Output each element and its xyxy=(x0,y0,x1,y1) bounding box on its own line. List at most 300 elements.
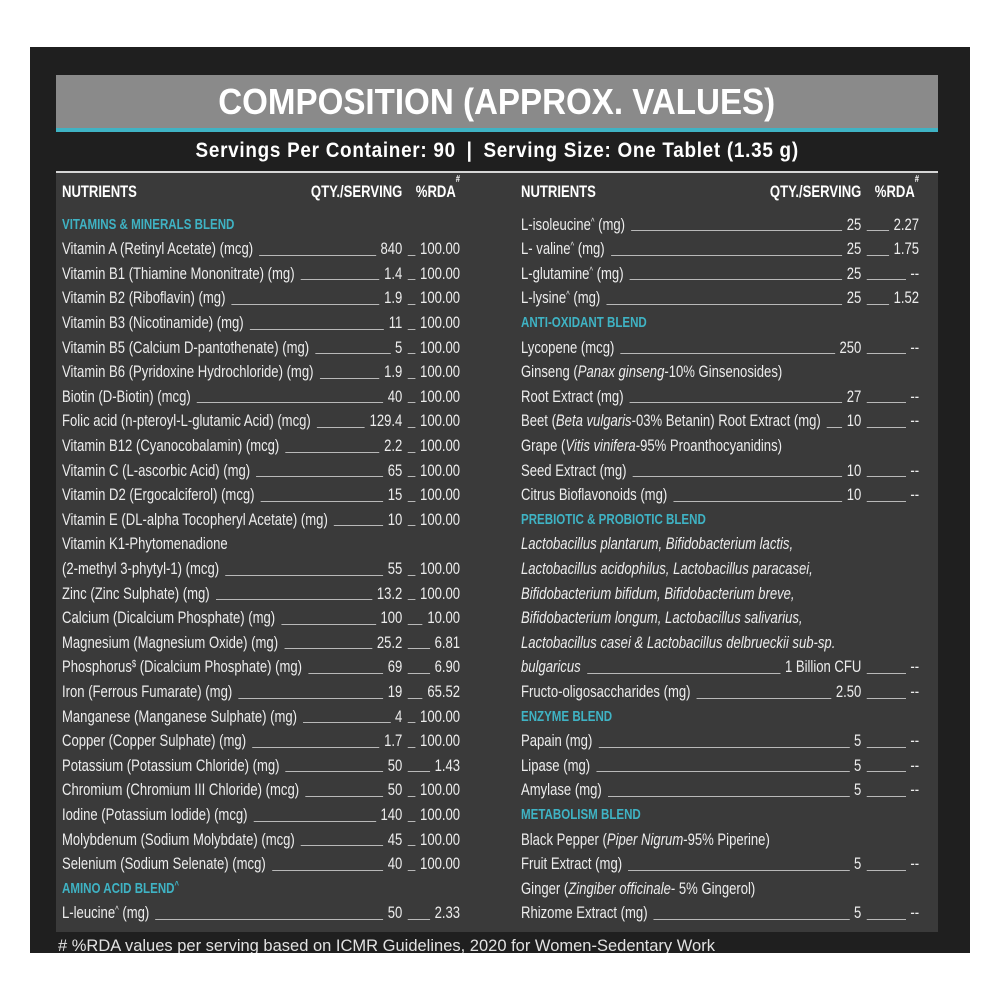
qty-per-serving: 10 xyxy=(846,411,862,431)
leader-line xyxy=(408,648,430,649)
name-text: Manganese (Manganese Sulphate) (mg) xyxy=(62,706,298,726)
leader-line xyxy=(408,722,416,723)
leader-line xyxy=(633,476,843,477)
nutrient-row xyxy=(62,655,460,680)
leader-line xyxy=(308,673,383,674)
rda-value: 100.00 xyxy=(420,804,461,824)
serving-size: Serving Size: One Tablet (1.35 g) xyxy=(483,139,799,162)
nutrient-name xyxy=(521,852,622,877)
leader-line xyxy=(408,845,416,846)
rda-cell xyxy=(402,311,460,336)
rda-cell xyxy=(402,557,460,582)
header-spacer xyxy=(137,180,311,204)
leader-line xyxy=(225,575,383,576)
rda-value: -- xyxy=(910,731,920,751)
leader-line xyxy=(867,230,889,231)
rda-value: 10.00 xyxy=(427,608,461,628)
nutrient-name xyxy=(62,754,280,779)
name-text: Selenium (Sodium Selenate) (mcg) xyxy=(62,854,266,874)
rda-value: 100.00 xyxy=(420,411,461,431)
leader-line xyxy=(408,452,416,453)
header-rda xyxy=(402,174,461,204)
nutrient-row xyxy=(521,557,919,582)
nutrient-row xyxy=(62,459,460,484)
rda-value: 6.90 xyxy=(434,657,461,677)
leader-line xyxy=(867,771,906,772)
leader-line xyxy=(315,353,390,354)
nutrient-name xyxy=(62,336,309,361)
name-text: Potassium (Potassium Chloride) (mg) xyxy=(62,755,280,775)
name-text: (mg) xyxy=(118,903,150,923)
name-text: Lactobacillus acidophilus, Lactobacillus paracasei, xyxy=(521,559,813,578)
leader-line xyxy=(408,821,416,822)
rda-cell xyxy=(402,582,460,607)
nutrient-name xyxy=(521,754,590,779)
qty-per-serving: 15 xyxy=(387,485,403,505)
qty-per-serving: 27 xyxy=(846,386,862,406)
leader-line xyxy=(216,599,372,600)
leader-line xyxy=(155,919,383,920)
rda-value: -- xyxy=(910,386,920,406)
leader-line xyxy=(630,279,842,280)
qty-per-serving: 50 xyxy=(387,903,403,923)
header-rda-marker: # xyxy=(455,174,461,185)
name-text: -03% Betanin) Root Extract (mg) xyxy=(631,411,821,431)
leader-line xyxy=(232,304,380,305)
nutrient-name xyxy=(521,237,605,262)
leader-line xyxy=(408,698,423,699)
rda-value: -- xyxy=(910,657,920,677)
nutrient-name xyxy=(62,459,250,484)
rda-cell xyxy=(861,262,919,287)
qty-per-serving: 140 xyxy=(380,804,403,824)
blend-heading xyxy=(62,877,460,902)
nutrient-row xyxy=(521,655,919,680)
nutrient-row xyxy=(521,729,919,754)
rda-cell xyxy=(861,213,919,238)
name-text: Papain (mg) xyxy=(521,731,593,751)
leader-line xyxy=(408,279,416,280)
name-text: Vitamin B3 (Nicotinamide) (mg) xyxy=(62,313,244,333)
nutrient-name xyxy=(521,213,625,238)
name-text: Phosphorus xyxy=(62,657,132,677)
nutrient-name xyxy=(62,483,255,508)
rda-value: 2.33 xyxy=(434,903,461,923)
name-text: Beet ( xyxy=(521,411,556,431)
superscript-marker: $ xyxy=(131,659,137,671)
nutrient-row xyxy=(62,901,460,926)
nutrient-row xyxy=(62,754,460,779)
name-text: VITAMINS & MINERALS BLEND xyxy=(62,215,235,233)
rda-value: 100.00 xyxy=(420,485,461,505)
rda-value: 1.43 xyxy=(434,755,461,775)
leader-line xyxy=(408,476,416,477)
rda-value: -- xyxy=(910,755,920,775)
leader-line xyxy=(408,378,416,379)
nutrient-row xyxy=(521,631,919,656)
leader-line xyxy=(281,624,376,625)
name-text: Bifidobacterium longum, Lactobacillus salivarius, xyxy=(521,608,803,628)
leader-line xyxy=(408,747,416,748)
header-nutrients: NUTRIENTS xyxy=(62,182,137,201)
header-nutrients: NUTRIENTS xyxy=(521,182,596,201)
leader-line xyxy=(238,698,383,699)
nutrient-name xyxy=(62,901,149,926)
rda-cell xyxy=(402,237,460,262)
name-text: Vitamin C (L-ascorbic Acid) (mg) xyxy=(62,460,251,480)
blend-heading xyxy=(521,803,919,828)
blend-heading xyxy=(521,705,919,730)
nutrient-name xyxy=(62,582,210,607)
qty-per-serving: 1.4 xyxy=(384,263,403,283)
name-text: Iodine (Potassium Iodide) (mcg) xyxy=(62,804,248,824)
leader-line xyxy=(334,525,383,526)
nutrient-row xyxy=(62,729,460,754)
rda-cell xyxy=(402,754,460,779)
rda-value: 100.00 xyxy=(420,313,461,333)
leader-line xyxy=(408,796,416,797)
rda-cell xyxy=(861,680,919,705)
blend-heading xyxy=(521,311,919,336)
nutrient-name xyxy=(521,286,600,311)
servings-per-container: Servings Per Container: 90 xyxy=(195,139,456,162)
name-text: Panax ginseng xyxy=(577,362,665,382)
name-text: L-lysine xyxy=(521,288,567,308)
nutrient-row xyxy=(62,336,460,361)
rda-cell xyxy=(402,655,460,680)
rda-value: 100.00 xyxy=(420,386,461,406)
qty-per-serving: 250 xyxy=(839,337,862,357)
rda-cell xyxy=(861,778,919,803)
name-text: ENZYME BLEND xyxy=(521,707,613,725)
qty-per-serving: 11 xyxy=(388,313,403,333)
superscript-marker: ^ xyxy=(566,290,570,302)
name-text: AMINO ACID BLEND xyxy=(62,879,175,897)
leader-line xyxy=(408,501,416,502)
blend-title xyxy=(62,213,234,238)
qty-per-serving: 5 xyxy=(854,755,862,775)
leader-line xyxy=(867,427,906,428)
leader-line xyxy=(317,427,365,428)
name-text: Vitamin B5 (Calcium D-pantothenate) (mg) xyxy=(62,337,310,357)
leader-line xyxy=(301,845,383,846)
qty-per-serving: 2.2 xyxy=(384,436,403,456)
nutrient-row xyxy=(521,385,919,410)
rda-cell xyxy=(402,286,460,311)
name-text: Chromium (Chromium III Chloride) (mcg) xyxy=(62,780,300,800)
nutrient-name xyxy=(521,360,782,385)
nutrient-row xyxy=(521,262,919,287)
name-text: Vitamin D2 (Ergocalciferol) (mcg) xyxy=(62,485,255,505)
leader-line xyxy=(408,870,416,871)
rda-value: -- xyxy=(910,263,920,283)
leader-line xyxy=(197,402,383,403)
name-text: Fructo-oligosaccharides (mg) xyxy=(521,681,691,701)
name-text: Biotin (D-Biotin) (mcg) xyxy=(62,386,191,406)
nutrient-row xyxy=(62,483,460,508)
leader-line xyxy=(320,378,380,379)
rda-cell xyxy=(861,852,919,877)
leader-line xyxy=(408,329,416,330)
nutrient-name xyxy=(62,705,297,730)
qty-per-serving: 1.9 xyxy=(384,362,403,382)
nutrient-row xyxy=(521,582,919,607)
leader-line xyxy=(630,402,842,403)
leader-line xyxy=(408,624,423,625)
nutrient-row xyxy=(62,852,460,877)
blend-title xyxy=(521,705,612,730)
qty-per-serving: 55 xyxy=(387,559,403,578)
nutrient-name xyxy=(62,557,219,582)
name-text: Calcium (Dicalcium Phosphate) (mg) xyxy=(62,608,276,628)
nutrient-row xyxy=(62,631,460,656)
nutrient-row xyxy=(62,409,460,434)
name-text: Iron (Ferrous Fumarate) (mg) xyxy=(62,681,233,701)
rda-value: 65.52 xyxy=(427,681,461,701)
nutrient-name xyxy=(521,532,793,557)
qty-per-serving: 13.2 xyxy=(376,583,403,603)
nutrient-row xyxy=(62,582,460,607)
leader-line xyxy=(867,353,906,354)
rda-cell xyxy=(402,828,460,853)
nutrient-row xyxy=(521,901,919,926)
qty-per-serving: 50 xyxy=(387,755,403,775)
rda-value: 100.00 xyxy=(420,559,461,578)
rda-cell xyxy=(402,803,460,828)
leader-line xyxy=(286,771,383,772)
nutrient-row xyxy=(62,237,460,262)
qty-per-serving: 50 xyxy=(387,780,403,800)
nutrient-row xyxy=(521,336,919,361)
header-qty: QTY./SERVING xyxy=(769,182,862,201)
qty-per-serving: 25 xyxy=(846,263,862,283)
nutrient-name xyxy=(521,606,803,631)
header-rda-label: %RDA xyxy=(415,182,456,201)
name-text: Piper Nigrum xyxy=(606,829,684,849)
qty-per-serving: 5 xyxy=(854,903,862,923)
nutrient-row xyxy=(521,532,919,557)
nutrient-row xyxy=(62,508,460,533)
nutrient-name xyxy=(62,385,191,410)
leader-line xyxy=(631,230,842,231)
rda-cell xyxy=(402,705,460,730)
name-text: L-leucine xyxy=(62,903,116,923)
rda-value: -- xyxy=(910,854,920,874)
superscript-marker: ^ xyxy=(174,879,180,891)
name-text: Lycopene (mcg) xyxy=(521,337,615,357)
superscript-marker: ^ xyxy=(590,216,595,228)
leader-line xyxy=(587,673,780,674)
name-text: Lactobacillus plantarum, Bifidobacterium lactis, xyxy=(521,534,794,554)
nutrient-table-right xyxy=(521,174,920,926)
nutrient-name xyxy=(521,483,667,508)
qty-per-serving: 69 xyxy=(387,657,403,677)
leader-line xyxy=(608,796,850,797)
name-text: (mg) xyxy=(574,239,605,259)
name-text: PREBIOTIC & PROBIOTIC BLEND xyxy=(521,510,706,528)
leader-line xyxy=(408,919,430,920)
name-text: -95% Proanthocyanidins) xyxy=(635,436,782,456)
rda-value: 100.00 xyxy=(420,854,461,874)
leader-line xyxy=(272,870,383,871)
page-title: COMPOSITION (APPROX. VALUES) xyxy=(218,80,776,122)
name-text: (mg) xyxy=(594,214,626,234)
blend-title xyxy=(62,877,179,902)
rda-value: -- xyxy=(910,903,920,923)
blend-title xyxy=(521,311,647,336)
name-text: Amylase (mg) xyxy=(521,780,602,800)
leader-line xyxy=(285,452,379,453)
qty-per-serving: 5 xyxy=(854,780,862,800)
nutrient-rows xyxy=(62,213,460,926)
qty-per-serving: 25 xyxy=(846,214,862,234)
header-rda-marker: # xyxy=(914,174,920,185)
rda-cell xyxy=(402,680,460,705)
qty-per-serving: 25 xyxy=(846,288,862,308)
qty-per-serving: 40 xyxy=(387,854,403,874)
header-rda-label: %RDA xyxy=(874,182,915,201)
leader-line xyxy=(303,722,390,723)
leader-line xyxy=(867,476,906,477)
rda-value: 100.00 xyxy=(420,460,461,480)
qty-per-serving: 5 xyxy=(854,731,862,751)
leader-line xyxy=(408,575,416,576)
name-text: Black Pepper ( xyxy=(521,829,607,849)
rda-cell xyxy=(402,336,460,361)
name-text: bulgaricus xyxy=(521,657,581,677)
name-text: Ginseng ( xyxy=(521,362,578,382)
name-text: Vitamin K1-Phytomenadione xyxy=(62,534,228,554)
name-text: Vitamin B12 (Cyanocobalamin) (mcg) xyxy=(62,436,280,456)
name-text: (2-methyl 3-phytyl-1) (mcg) xyxy=(62,559,220,578)
leader-line xyxy=(284,648,372,649)
rda-cell xyxy=(861,729,919,754)
rda-value: 100.00 xyxy=(420,436,461,456)
nutrient-row xyxy=(62,778,460,803)
qty-per-serving: 65 xyxy=(387,460,403,480)
qty-per-serving: 100 xyxy=(380,608,403,628)
nutrient-name xyxy=(62,360,313,385)
leader-line xyxy=(408,771,430,772)
name-text: Vitamin B6 (Pyridoxine Hydrochloride) (mg) xyxy=(62,362,314,382)
nutrient-row xyxy=(521,852,919,877)
nutrient-name xyxy=(62,409,311,434)
qty-per-serving: 5 xyxy=(395,337,403,357)
leader-line xyxy=(867,796,906,797)
nutrient-name xyxy=(521,385,624,410)
rda-value: -- xyxy=(910,411,920,431)
name-text: Magnesium (Magnesium Oxide) (mg) xyxy=(62,632,279,652)
nutrient-row xyxy=(521,237,919,262)
nutrient-row xyxy=(521,360,919,385)
leader-line xyxy=(697,698,832,699)
name-text: Zinc (Zinc Sulphate) (mg) xyxy=(62,583,210,603)
leader-line xyxy=(867,501,906,502)
superscript-marker: ^ xyxy=(589,265,594,277)
name-text: (Dicalcium Phosphate) (mg) xyxy=(136,657,303,677)
nutrient-name xyxy=(521,655,581,680)
rda-cell xyxy=(861,483,919,508)
name-text: Ginger ( xyxy=(521,878,569,898)
superscript-marker: ^ xyxy=(570,241,575,253)
nutrient-name xyxy=(521,459,626,484)
name-text: -10% Ginsenosides) xyxy=(664,362,783,382)
leader-line xyxy=(867,870,906,871)
nutrient-row xyxy=(521,286,919,311)
rda-value: -- xyxy=(910,337,920,357)
leader-line xyxy=(867,698,906,699)
table-header xyxy=(62,174,461,204)
leader-line xyxy=(408,304,416,305)
nutrient-row xyxy=(62,360,460,385)
header-rda xyxy=(861,174,920,204)
rda-cell xyxy=(402,459,460,484)
rda-cell xyxy=(861,385,919,410)
name-text: Vitamin B2 (Riboflavin) (mg) xyxy=(62,288,226,308)
rda-value: 100.00 xyxy=(420,288,461,308)
leader-line xyxy=(621,353,835,354)
leader-line xyxy=(261,501,383,502)
rda-value: 2.27 xyxy=(893,214,920,234)
qty-per-serving: 45 xyxy=(387,829,403,849)
leader-line xyxy=(867,673,906,674)
nutrient-name xyxy=(62,803,248,828)
rda-value: 100.00 xyxy=(420,263,461,283)
name-text: -95% Piperine) xyxy=(683,829,770,849)
qty-per-serving: 4 xyxy=(395,706,403,726)
nutrient-row xyxy=(62,705,460,730)
leader-line xyxy=(867,255,889,256)
rda-cell xyxy=(861,336,919,361)
name-text: Folic acid (n-pteroyl-L-glutamic Acid) (mcg) xyxy=(62,411,311,431)
nutrient-row xyxy=(62,385,460,410)
nutrient-row xyxy=(62,803,460,828)
leader-line xyxy=(611,255,842,256)
name-text: Molybdenum (Sodium Molybdate) (mcg) xyxy=(62,829,295,849)
nutrient-row xyxy=(62,262,460,287)
nutrient-name xyxy=(62,852,266,877)
nutrient-name xyxy=(62,532,228,557)
nutrient-row xyxy=(521,434,919,459)
nutrient-name xyxy=(521,631,835,656)
header-spacer xyxy=(596,180,770,204)
rda-value: 100.00 xyxy=(420,731,461,751)
qty-per-serving: 2.50 xyxy=(835,681,862,701)
nutrient-row xyxy=(62,606,460,631)
rda-value: 100.00 xyxy=(420,509,461,529)
rda-cell xyxy=(861,901,919,926)
header-qty: QTY./SERVING xyxy=(310,182,403,201)
leader-line xyxy=(606,304,842,305)
name-text: L-glutamine xyxy=(521,263,590,283)
rda-cell xyxy=(861,655,919,680)
nutrient-row xyxy=(521,680,919,705)
accent-stripe xyxy=(56,128,938,132)
leader-line xyxy=(867,402,906,403)
rda-value: -- xyxy=(910,485,920,505)
nutrient-name xyxy=(521,901,648,926)
rda-value: 100.00 xyxy=(420,362,461,382)
name-text: Rhizome Extract (mg) xyxy=(521,903,648,923)
nutrient-row xyxy=(521,754,919,779)
name-text: Lactobacillus casei & Lactobacillus delbrueckii sub-sp. xyxy=(521,632,836,652)
rda-cell xyxy=(402,385,460,410)
rda-cell xyxy=(402,631,460,656)
rda-cell xyxy=(402,901,460,926)
name-text: Bifidobacterium bifidum, Bifidobacterium breve, xyxy=(521,583,795,603)
nutrient-row xyxy=(62,680,460,705)
leader-line xyxy=(254,821,376,822)
